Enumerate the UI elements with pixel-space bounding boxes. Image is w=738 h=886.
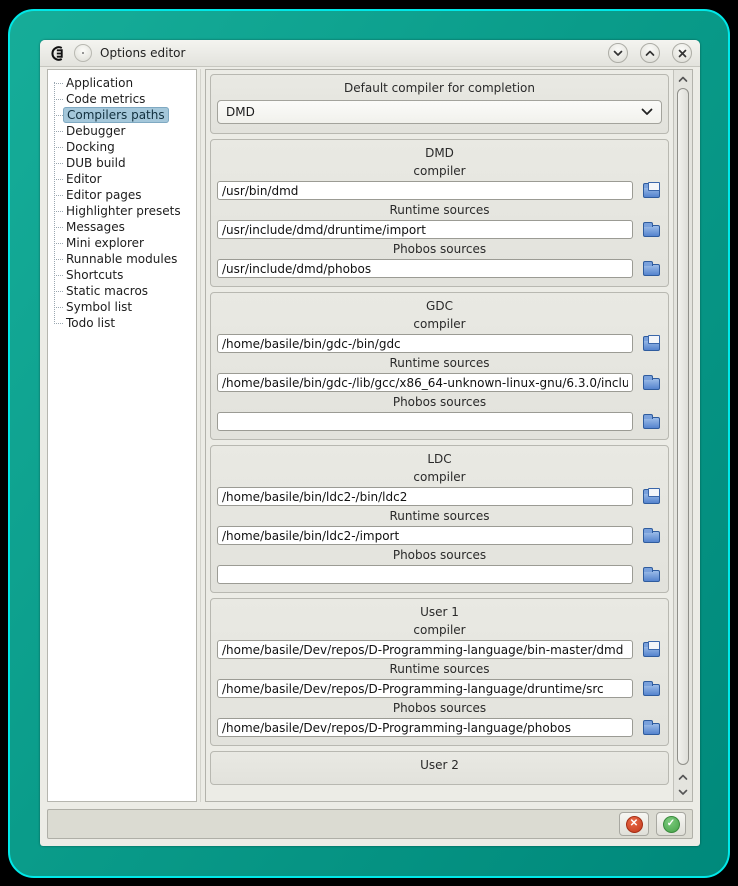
group-user2: [210, 751, 669, 785]
sidebar-item-code-metrics[interactable]: Code metrics: [50, 91, 194, 107]
sidebar-item-static-macros[interactable]: Static macros: [50, 283, 194, 299]
close-button[interactable]: [672, 43, 692, 63]
scrollbar-thumb[interactable]: [677, 88, 689, 765]
group-title: LDC: [427, 452, 452, 466]
sidebar-splitter[interactable]: [197, 69, 205, 802]
field-row: [216, 180, 663, 201]
folder-icon: [643, 225, 660, 237]
gdc-phobos-browse-button[interactable]: [640, 412, 662, 431]
gdc-runtime-browse-button[interactable]: [640, 373, 662, 392]
folder-icon: [643, 570, 660, 582]
phobos-sources-label: Phobos sources: [392, 701, 487, 715]
sidebar-item-highlighter-presets[interactable]: Highlighter presets: [50, 203, 194, 219]
ldc-phobos-browse-button[interactable]: [640, 565, 662, 584]
sidebar-item-messages[interactable]: Messages: [50, 219, 194, 235]
compiler-label: compiler: [413, 470, 466, 484]
user1-runtime-browse-button[interactable]: [640, 679, 662, 698]
folder-icon: [643, 723, 660, 735]
sidebar-item-application[interactable]: Application: [50, 75, 194, 91]
phobos-sources-label: Phobos sources: [392, 242, 487, 256]
chevron-up-icon: [678, 774, 688, 781]
chevron-down-icon: [613, 50, 623, 57]
field-row: [216, 372, 663, 393]
ldc-runtime-sources-input[interactable]: [217, 526, 633, 545]
options-category-list: [47, 69, 197, 802]
field-row: [216, 411, 663, 432]
sidebar-item-dub-build[interactable]: DUB build: [50, 155, 194, 171]
window-menu-button[interactable]: [74, 44, 92, 62]
close-icon: [678, 49, 687, 58]
user1-compiler-input[interactable]: [217, 640, 633, 659]
field-row: [216, 333, 663, 354]
dmd-runtime-browse-button[interactable]: [640, 220, 662, 239]
open-file-icon: [643, 186, 660, 198]
user1-phobos-browse-button[interactable]: [640, 718, 662, 737]
dmd-phobos-sources-input[interactable]: [217, 259, 633, 278]
group-title: Default compiler for completion: [344, 81, 535, 95]
runtime-sources-label: Runtime sources: [389, 509, 490, 523]
runtime-sources-label: Runtime sources: [389, 662, 490, 676]
panel-content: [206, 70, 673, 801]
window-title: Options editor: [100, 46, 186, 60]
scroll-up-button-secondary[interactable]: [675, 770, 691, 784]
field-row: [216, 639, 663, 660]
sidebar-item-debugger[interactable]: Debugger: [50, 123, 194, 139]
sidebar-item-shortcuts[interactable]: Shortcuts: [50, 267, 194, 283]
runtime-sources-label: Runtime sources: [389, 356, 490, 370]
compiler-label: compiler: [413, 164, 466, 178]
cancel-x-icon: ✕: [626, 816, 643, 833]
chevron-up-icon: [645, 50, 655, 57]
sidebar-item-runnable-modules[interactable]: Runnable modules: [50, 251, 194, 267]
field-row: [216, 258, 663, 279]
sidebar-item-editor-pages[interactable]: Editor pages: [50, 187, 194, 203]
accept-check-icon: ✓: [663, 816, 680, 833]
group-title: DMD: [425, 146, 454, 160]
group-gdc: [210, 292, 669, 440]
gdc-compiler-input[interactable]: [217, 334, 633, 353]
field-row: [216, 525, 663, 546]
group-user1: [210, 598, 669, 746]
ldc-compiler-input[interactable]: [217, 487, 633, 506]
group-title: GDC: [426, 299, 453, 313]
open-file-icon: [643, 492, 660, 504]
ldc-phobos-sources-input[interactable]: [217, 565, 633, 584]
group-title: User 1: [420, 605, 459, 619]
compiler-paths-panel: [205, 69, 693, 802]
user1-compiler-browse-button[interactable]: [640, 640, 662, 659]
field-row: [216, 486, 663, 507]
folder-icon: [643, 264, 660, 276]
group-dmd: [210, 139, 669, 287]
accept-button[interactable]: [656, 812, 686, 836]
dialog-button-bar: [47, 809, 693, 839]
sidebar-item-mini-explorer[interactable]: Mini explorer: [50, 235, 194, 251]
sidebar-item-editor[interactable]: Editor: [50, 171, 194, 187]
user1-runtime-sources-input[interactable]: [217, 679, 633, 698]
chevron-down-icon: [678, 789, 688, 796]
scroll-down-button[interactable]: [675, 785, 691, 799]
runtime-sources-label: Runtime sources: [389, 203, 490, 217]
phobos-sources-label: Phobos sources: [392, 395, 487, 409]
dmd-compiler-input[interactable]: [217, 181, 633, 200]
ldc-runtime-browse-button[interactable]: [640, 526, 662, 545]
folder-icon: [643, 417, 660, 429]
default-compiler-select[interactable]: [217, 100, 662, 124]
field-row: [216, 219, 663, 240]
phobos-sources-label: Phobos sources: [392, 548, 487, 562]
user1-phobos-sources-input[interactable]: [217, 718, 633, 737]
gdc-runtime-sources-input[interactable]: [217, 373, 633, 392]
group-ldc: [210, 445, 669, 593]
chevron-up-icon: [678, 76, 688, 83]
sidebar-item-compilers-paths[interactable]: Compilers paths: [50, 107, 194, 123]
gdc-compiler-browse-button[interactable]: [640, 334, 662, 353]
field-row: [216, 717, 663, 738]
group-default-compiler: [210, 74, 669, 134]
dmd-runtime-sources-input[interactable]: [217, 220, 633, 239]
folder-icon: [643, 378, 660, 390]
dmd-phobos-browse-button[interactable]: [640, 259, 662, 278]
dmd-compiler-browse-button[interactable]: [640, 181, 662, 200]
dot-icon: [82, 52, 84, 54]
cancel-button[interactable]: [619, 812, 649, 836]
folder-icon: [643, 531, 660, 543]
titlebar[interactable]: [40, 40, 700, 67]
minimize-button[interactable]: [608, 43, 628, 63]
sidebar-item-symbol-list[interactable]: Symbol list: [50, 299, 194, 315]
open-file-icon: [643, 339, 660, 351]
vertical-scrollbar[interactable]: [673, 70, 692, 801]
main-area: [47, 69, 693, 802]
sidebar-item-todo-list[interactable]: Todo list: [50, 315, 194, 331]
scroll-up-button[interactable]: [675, 72, 691, 86]
ldc-compiler-browse-button[interactable]: [640, 487, 662, 506]
maximize-button[interactable]: [640, 43, 660, 63]
field-row: [216, 678, 663, 699]
options-editor-window: [40, 40, 700, 846]
group-title: User 2: [420, 758, 459, 772]
compiler-label: compiler: [413, 317, 466, 331]
sidebar-item-docking[interactable]: Docking: [50, 139, 194, 155]
compiler-label: compiler: [413, 623, 466, 637]
folder-icon: [643, 684, 660, 696]
field-row: [216, 564, 663, 585]
selected-compiler-value: DMD: [226, 105, 255, 119]
open-file-icon: [643, 645, 660, 657]
chevron-down-icon: [641, 108, 653, 116]
coedit-logo-icon: [48, 44, 66, 62]
category-tree: [50, 75, 194, 331]
gdc-phobos-sources-input[interactable]: [217, 412, 633, 431]
